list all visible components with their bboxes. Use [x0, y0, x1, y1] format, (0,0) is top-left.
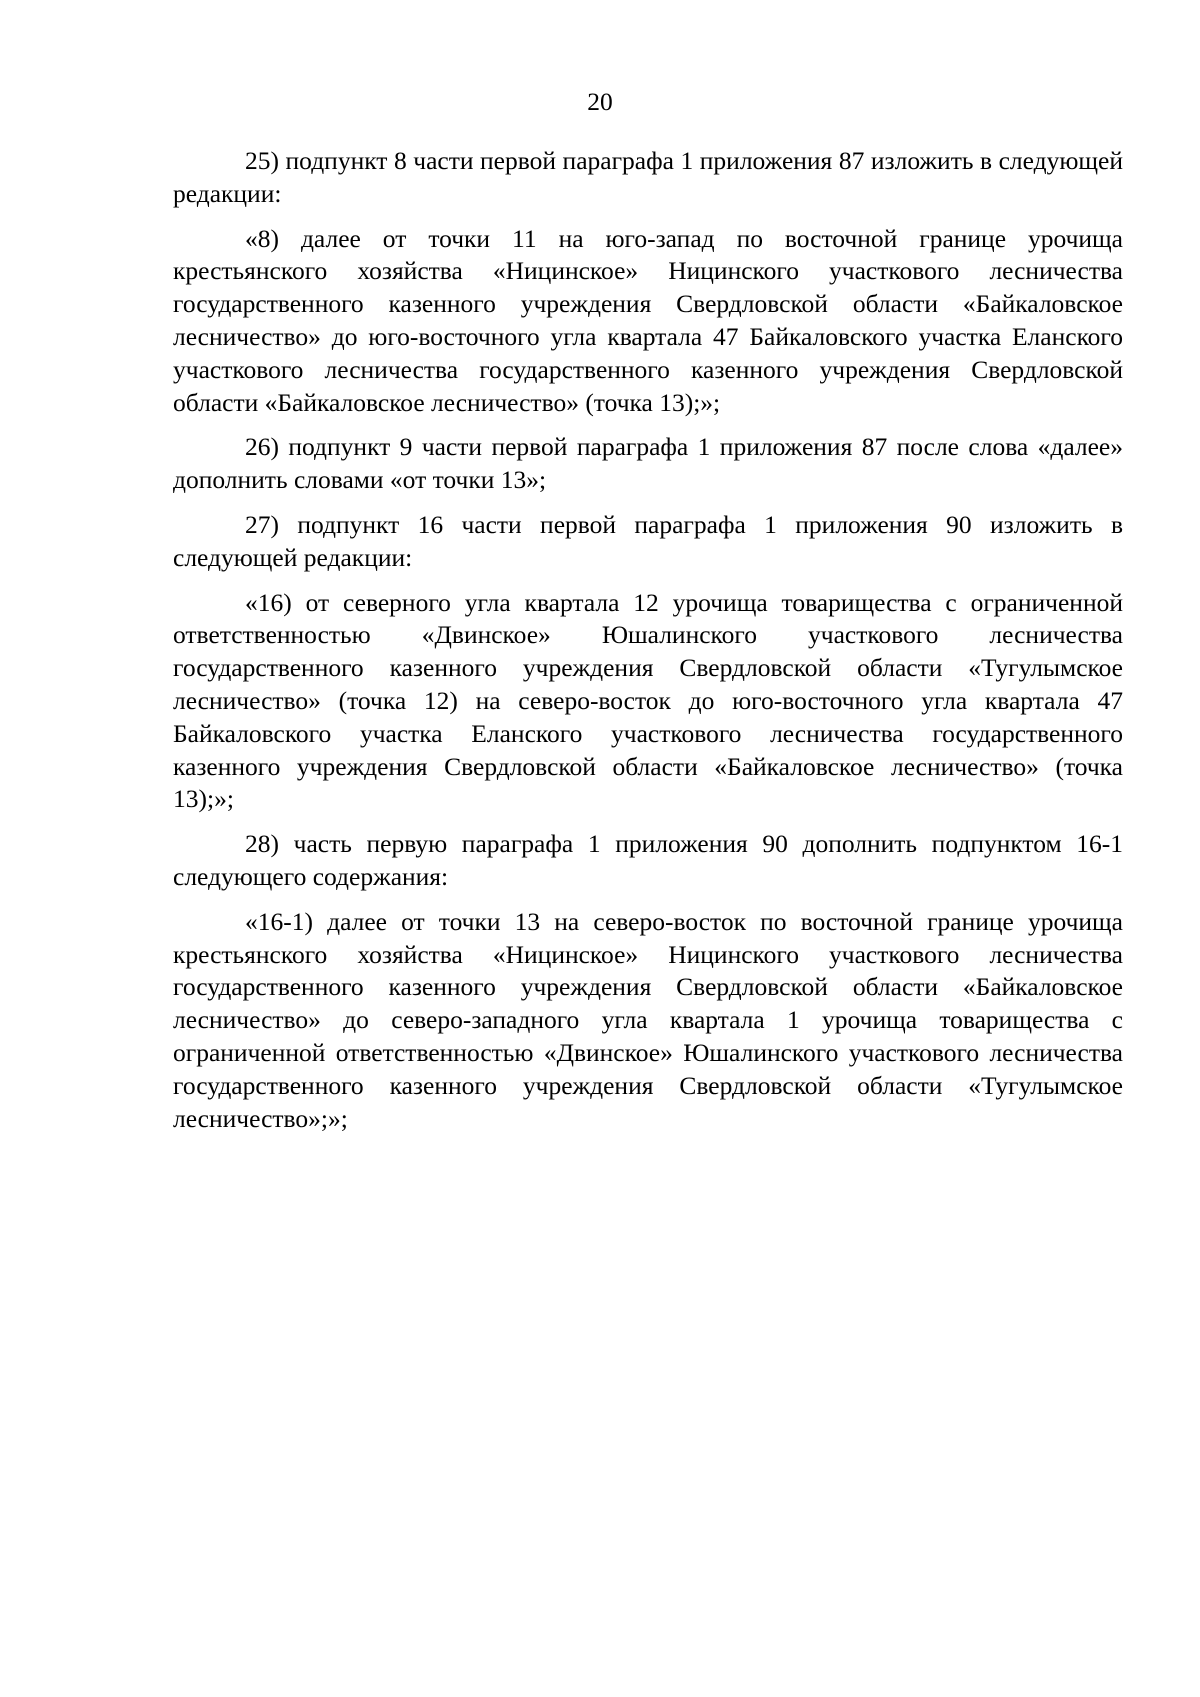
document-body: [173, 145, 1123, 1147]
paragraph-subitem-8: «8) далее от точки 11 на юго-запад по восточной границе урочища крестьянского хозяйства «Ницинское» Ницинского участкового лесничества государственного казенного учреждения Свердловской области «Байкаловское лесничество» до юго-восточного угла квартала 47 Байкаловского участка Еланского участкового лесничества государственного казенного учреждения Свердловской области «Байкаловское лесничество» (точка 13);»;: [173, 223, 1123, 417]
paragraph-subitem-16: «16) от северного угла квартала 12 урочища товарищества с ограниченной ответственностью «Двинское» Юшалинского участкового лесничества государственного казенного учреждения Свердловской области «Тугулымское лесничество» (точка 12) на северо-восток до юго-восточного угла квартала 47 Байкаловского участка Еланского участкового лесничества государственного казенного учреждения Свердловской области «Байкаловское лесничество» (точка 13);»;: [173, 587, 1123, 814]
page-number: 20: [587, 87, 613, 116]
paragraph-item-28: 28) часть первую параграфа 1 приложения 90 дополнить подпунктом 16-1 следующего содержания:: [173, 829, 1123, 891]
paragraph-item-25: 25) подпункт 8 части первой параграфа 1 приложения 87 изложить в следующей редакции:: [173, 146, 1123, 208]
paragraph-item-26: 26) подпункт 9 части первой параграфа 1 приложения 87 после слова «далее» дополнить словами «от точки 13»;: [173, 432, 1123, 495]
paragraph-subitem-16-1: «16-1) далее от точки 13 на северо-восток по восточной границе урочища крестьянского хозяйства «Ницинское» Ницинского участкового лесничества государственного казенного учреждения Свердловской области «Байкаловское лесничество» до северо-западного угла квартала 1 урочища товарищества с ограниченной ответственностью «Двинское» Юшалинского участкового лесничества государственного казенного учреждения Свердловской области «Тугулымское лесничество»;»;: [173, 906, 1123, 1133]
paragraph-item-27: 27) подпункт 16 части первой параграфа 1 приложения 90 изложить в следующей редакции:: [173, 509, 1123, 572]
